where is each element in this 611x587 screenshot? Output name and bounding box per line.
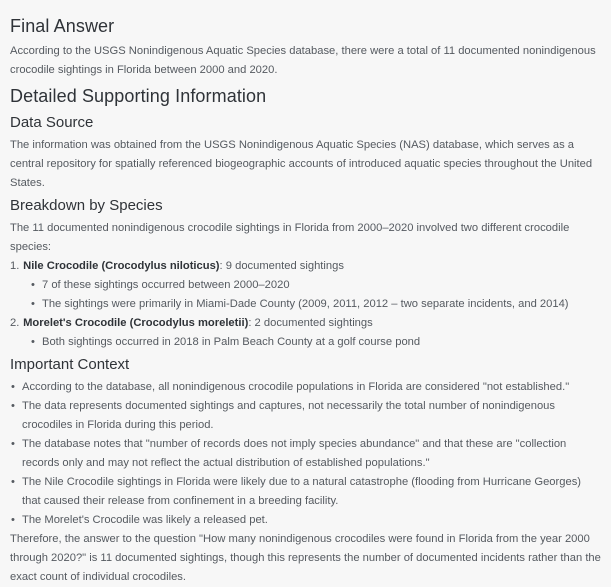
bullet-icon: • bbox=[11, 381, 15, 393]
species-summary: : 2 documented sightings bbox=[248, 317, 373, 329]
context-item: • The Nile Crocodile sightings in Florida were likely due to a natural catastrophe (flooding from Hurricane Georges) that caused their release from confinement in a breeding facility. bbox=[22, 473, 601, 511]
detailed-info-heading: Detailed Supporting Information bbox=[10, 86, 267, 106]
detail-item: • The sightings were primarily in Miami-Dade County (2009, 2011, 2012 – two separate incidents, and 2014) bbox=[42, 295, 601, 314]
list-number: 1. bbox=[10, 260, 20, 272]
bullet-icon: • bbox=[11, 514, 15, 526]
context-item: • The data represents documented sightings and captures, not necessarily the total number of nonindigenous crocodiles in Florida during this period. bbox=[22, 397, 601, 435]
bullet-icon: • bbox=[31, 336, 35, 348]
context-list bbox=[10, 378, 601, 530]
species-name: Nile Crocodile (Crocodylus niloticus) bbox=[23, 260, 220, 272]
species-name: Morelet's Crocodile (Crocodylus moreletii) bbox=[23, 317, 249, 329]
bullet-icon: • bbox=[11, 476, 15, 488]
bullet-icon: • bbox=[11, 438, 15, 450]
data-source-text: The information was obtained from the USGS Nonindigenous Aquatic Species (NAS) database, which serves as a central repository for spatially referenced biogeographic accounts of introduced aquatic species throughout the United States. bbox=[10, 139, 593, 189]
bullet-icon: • bbox=[31, 298, 35, 310]
breakdown-heading: Breakdown by Species bbox=[10, 197, 163, 214]
context-item: • The Morelet's Crocodile was likely a released pet. bbox=[22, 511, 601, 530]
context-item: • The database notes that "number of records does not imply species abundance" and that these are "collection records only and may not reflect the actual distribution of established populations." bbox=[22, 435, 601, 473]
detail-item: • Both sightings occurred in 2018 in Palm Beach County at a golf course pond bbox=[42, 333, 601, 352]
list-number: 2. bbox=[10, 317, 20, 329]
context-item: • According to the database, all nonindigenous crocodile populations in Florida are considered "not established." bbox=[22, 378, 601, 397]
species-summary: : 9 documented sightings bbox=[219, 260, 344, 272]
conclusion-text: Therefore, the answer to the question "How many nonindigenous crocodiles were found in Florida from the year 2000 through 2020?" is 11 documented sightings, though this represents the number of documented incidents rather than the exact count of individual crocodiles. bbox=[10, 533, 601, 583]
species-item bbox=[10, 314, 601, 352]
bullet-icon: • bbox=[31, 279, 35, 291]
data-source-heading: Data Source bbox=[10, 114, 94, 131]
detail-item: • 7 of these sightings occurred between 2000–2020 bbox=[42, 276, 601, 295]
final-answer-heading: Final Answer bbox=[10, 16, 115, 36]
bullet-icon: • bbox=[11, 400, 15, 412]
species-details bbox=[20, 333, 601, 352]
species-list bbox=[10, 257, 601, 352]
species-details bbox=[20, 276, 601, 314]
breakdown-intro: The 11 documented nonindigenous crocodile sightings in Florida from 2000–2020 involved two different crocodile species: bbox=[10, 222, 570, 253]
context-heading: Important Context bbox=[10, 356, 130, 373]
species-item bbox=[10, 257, 601, 314]
final-answer-text: According to the USGS Nonindigenous Aquatic Species database, there were a total of 11 documented nonindigenous crocodile sightings in Florida between 2000 and 2020. bbox=[10, 45, 596, 76]
